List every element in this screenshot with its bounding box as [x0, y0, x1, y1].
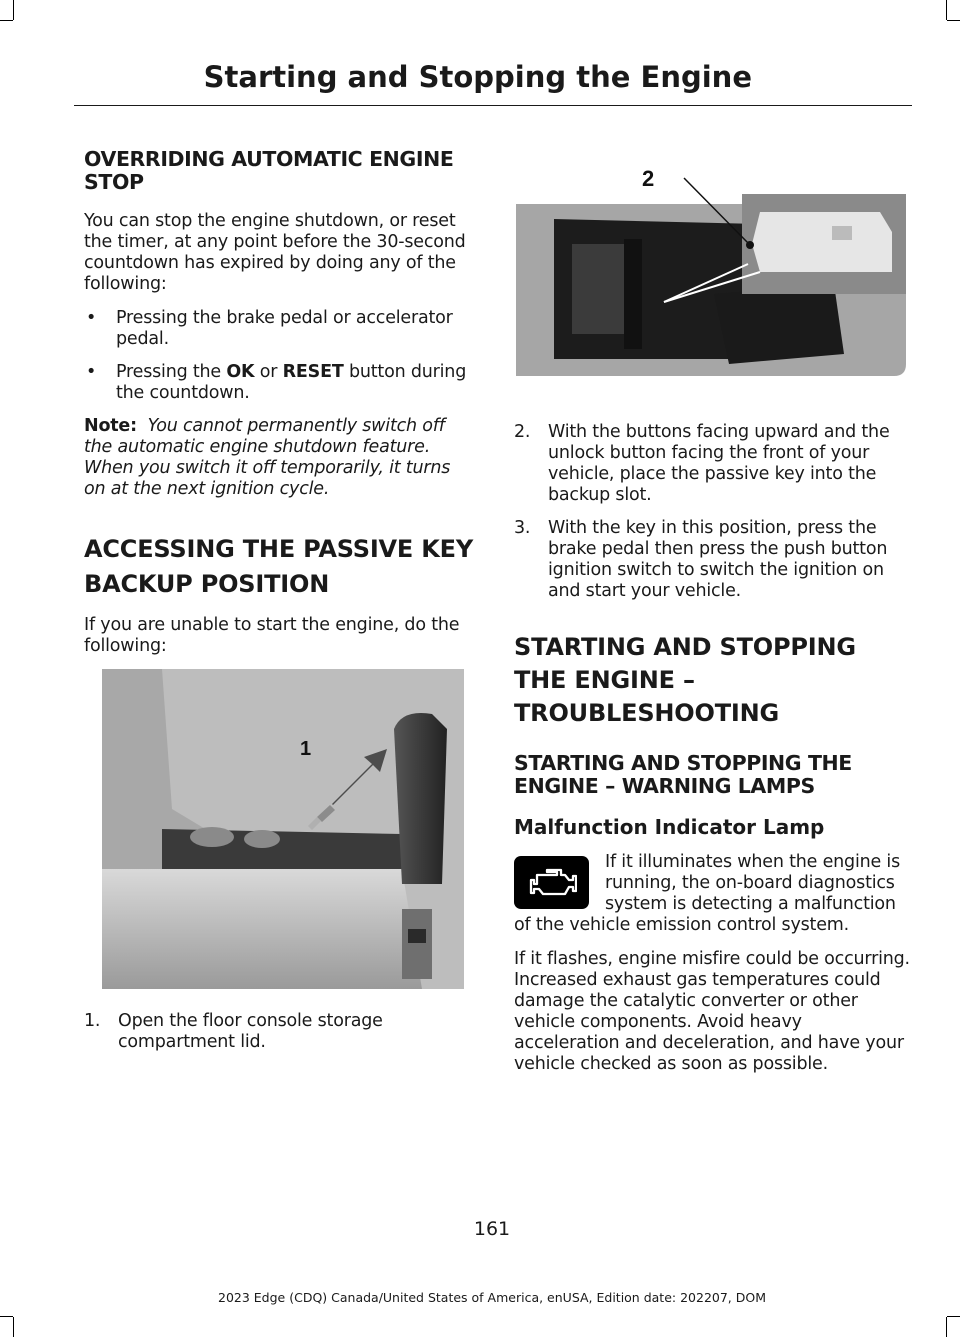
step-number: 2.: [514, 422, 531, 442]
reset-button-label: RESET: [282, 362, 344, 382]
engine-check-icon: [514, 856, 589, 909]
passive-heading-line2: BACKUP POSITION: [84, 570, 330, 598]
step-item: [514, 518, 910, 602]
bullet-item: [84, 308, 476, 350]
footer: 2023 Edge (CDQ) Canada/United States of America, enUSA, Edition date: 202207, DOM: [218, 1290, 766, 1305]
crop-mark: [946, 0, 947, 20]
bullet-text-post: button during the countdown.: [116, 362, 467, 403]
bullet-marker: •: [86, 362, 97, 382]
step-text: With the buttons facing upward and the unlock button facing the front of your vehicle, place the passive key into the backup slot.: [548, 422, 890, 505]
note-text: You cannot permanently switch off the automatic engine shutdown feature. When you switch it off temporarily, it turns on at the next ignition cycle.: [84, 416, 451, 499]
troubleshoot-line2: THE ENGINE –: [514, 666, 695, 694]
figure1-callout: 1: [300, 738, 312, 760]
crop-mark: [0, 20, 13, 21]
troubleshoot-line3: TROUBLESHOOTING: [514, 699, 779, 727]
crop-mark: [946, 1317, 947, 1337]
troubleshooting-heading: [514, 632, 910, 728]
figure2-callout: 2: [642, 166, 655, 191]
mil-flash-text: If it flashes, engine misfire could be occurring. Increased exhaust gas temperatures could damage the catalytic converter or other vehicle components. Avoid heavy acceleration and deceleration, and have your vehicle checked as soon as possible.: [514, 949, 910, 1074]
override-intro: You can stop the engine shutdown, or reset the timer, at any point before the 30-second countdown has expired by doing any of the following:: [84, 211, 466, 294]
note: [84, 416, 476, 500]
step-text: Open the floor console storage compartment lid.: [118, 1011, 383, 1052]
mil-description: [514, 852, 910, 1075]
right-column: [514, 164, 910, 1088]
passive-key-heading: [84, 534, 476, 599]
ok-button-label: OK: [226, 362, 255, 382]
step-text: With the key in this position, press the brake pedal then press the push button ignition switch to switch the ignition on and start your vehicle.: [548, 518, 888, 601]
left-column: [84, 148, 476, 1065]
bullet-text: Pressing the brake pedal or accelerator pedal.: [116, 308, 453, 349]
mil-heading: Malfunction Indicator Lamp: [514, 815, 825, 839]
step-list-right: [514, 422, 910, 602]
crop-mark: [0, 1316, 13, 1317]
step-number: 3.: [514, 518, 531, 538]
crop-mark: [13, 1317, 14, 1337]
page-header-title: Starting and Stopping the Engine: [203, 60, 752, 94]
passive-heading-line1: ACCESSING THE PASSIVE KEY: [84, 535, 474, 563]
step-list-left: [84, 1011, 476, 1053]
step-item: [514, 422, 910, 506]
passive-intro: If you are unable to start the engine, do the following:: [84, 615, 460, 656]
step-number: 1.: [84, 1011, 101, 1031]
note-label: Note:: [84, 416, 137, 436]
override-bullet-list: [84, 308, 476, 404]
bullet-text-pre: Pressing the: [116, 362, 227, 382]
step-item: [84, 1011, 476, 1053]
warning-lamps-heading: STARTING AND STOPPING THE ENGINE – WARNING LAMPS: [514, 751, 852, 798]
console-lid-illustration: [102, 669, 464, 989]
override-heading: OVERRIDING AUTOMATIC ENGINE STOP: [84, 147, 454, 194]
mil-text: If it illuminates when the engine is running, the on-board diagnostics system is detecting a malfunction of the vehicle emission control system.: [514, 852, 901, 935]
crop-mark: [13, 0, 14, 20]
troubleshoot-line1: STARTING AND STOPPING: [514, 633, 856, 661]
crop-mark: [947, 20, 960, 21]
backup-slot-illustration: [514, 164, 910, 396]
bullet-text-mid: or: [254, 362, 283, 382]
crop-mark: [947, 1316, 960, 1317]
page-number: 161: [473, 1218, 511, 1240]
bullet-marker: •: [86, 308, 97, 328]
header-rule: [74, 105, 912, 106]
bullet-item: [84, 362, 476, 404]
